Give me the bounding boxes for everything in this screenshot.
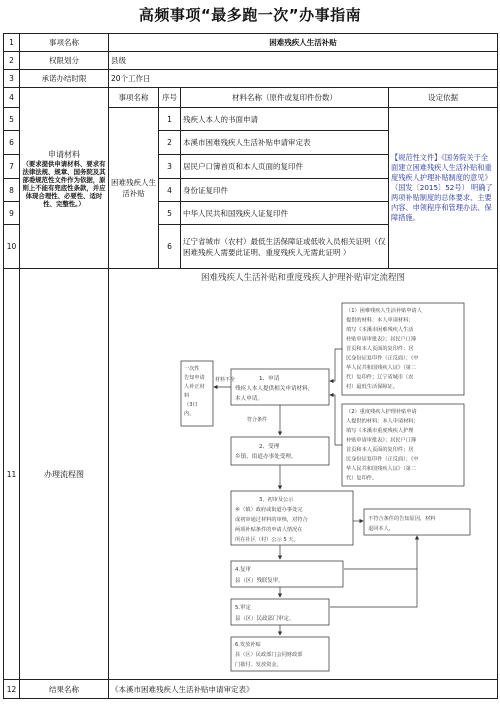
page-title: 高频事项“最多跑一次”办事指南 [138, 6, 362, 24]
material-seq: 3 [159, 155, 181, 179]
row-number: 2 [4, 52, 20, 70]
authority-value: 县级 [109, 52, 498, 70]
materials-note: （要求提供申请材料、要求有法律法规、规章、国务院及其部委规范性文件作为依据，原则上不能有兜底性条款，并应体现合理性、必要性、适时性、完整性。） [22, 159, 106, 208]
step-review-publicize-text: 3、初审及公示 乡（镇）政府或街道办事处完 成初审通过材料的审核，对符合 两项补贴条件的申请人情况在 所在社区（村）公示 5 天。 [235, 497, 308, 543]
material-name: 辽宁省城市（农村）最低生活保障证或低收入员相关证明（仅困难残疾人需要此证明、重度残疾人无需此证明 ） [181, 225, 389, 269]
row-result-name [4, 680, 498, 699]
flowchart-label: 办理流程图 [20, 269, 109, 680]
step-accept-text: 2、受理 乡镇、街道办事处受理。 [235, 444, 297, 460]
arrow-materials-2 [330, 395, 342, 445]
step-apply-text: 1、申请 残疾人本人提供相关申请材料， 本人申请。 [235, 376, 314, 402]
arrow-materials-1 [330, 349, 342, 381]
material-name: 本溪市困难残疾人生活补贴申请审定表 [181, 131, 389, 155]
meets-conditions-label: 符合条件 [247, 417, 268, 423]
material-incomplete-label: 材料不全 [215, 377, 236, 383]
flowchart-cell [109, 269, 498, 680]
time-limit-value: 20个工作日 [109, 70, 498, 88]
guide-table [3, 33, 498, 699]
required-materials-text-2: （2）重度残疾人护理补贴申请 人提供的材料：本人申请材料； 填写《本溪市重度残疾人护理 补贴申请审批表》；居民户口簿 首页和本人页面的复印件；居 民身份证复印件（正反面）；《中 华人民共和国残疾人证》（第二 代）复印件。 [346, 409, 419, 482]
row-number: 6 [4, 131, 20, 155]
arrow-review-to-not-eligible [344, 536, 417, 569]
basis-text: 【规范性文件】《国务院关于全面建立困难残疾人生活补贴和重度残疾人护理补贴制度的意见》（国发〔2015〕52号） 明确了两项补贴制度的总体要求、主要内容、申领程序和管理办法、保障措施。 [389, 108, 498, 269]
header-seq: 序号 [159, 88, 181, 108]
row-number: 7 [4, 155, 20, 179]
flowchart-diagram [109, 269, 497, 677]
material-seq: 5 [159, 202, 181, 225]
row-item-name [4, 34, 498, 52]
row-number: 11 [4, 269, 20, 680]
row-number: 12 [4, 680, 20, 699]
step-disburse-text: 6.发放补贴 县（区）民政部门会同财政部 门拨付、发放资金。 [235, 642, 303, 668]
row-number: 8 [4, 179, 20, 202]
row-number: 4 [4, 88, 20, 108]
row-time-limit [4, 70, 498, 88]
result-name-label: 结果名称 [20, 680, 109, 699]
header-basis: 设定依据 [389, 88, 498, 108]
materials-label-cell [20, 88, 109, 269]
material-name: 残疾人本人的书面申请 [181, 108, 389, 131]
step-approve-text: 5.审定 县（区）民政部门审定。 [235, 605, 295, 622]
step-accept-box [231, 437, 329, 465]
material-seq: 2 [159, 131, 181, 155]
materials-label: 申请材料 [48, 149, 80, 159]
step-recheck-text: 4.复审 县（区）残联复审。 [235, 567, 284, 584]
notify-supplement-text: 一次性 告知申请 人补正材 料 （3日 内。 [184, 366, 205, 417]
material-seq: 1 [159, 108, 181, 131]
row-flowchart [4, 269, 498, 680]
material-item-name: 困难残疾人生活补贴 [109, 108, 159, 269]
material-seq: 4 [159, 179, 181, 202]
not-eligible-text: 不符合条件的告知原因，材料 退回本人。 [368, 516, 436, 532]
material-name: 中华人民共和国残疾人证复印件 [181, 202, 389, 225]
required-materials-box-2 [342, 404, 464, 486]
item-name-label: 事项名称 [20, 34, 109, 52]
row-authority [4, 52, 498, 70]
material-name: 身份证复印件 [181, 179, 389, 202]
header-material: 材料名称（原件或复印件份数） [181, 88, 389, 108]
authority-label: 权限划分 [20, 52, 109, 70]
flowchart-title: 困难残疾人生活补贴和重度残疾人护理补贴审定流程图 [200, 273, 406, 283]
row-material-header [4, 88, 498, 108]
row-number: 5 [4, 108, 20, 131]
result-name-value: 《本溪市困难残疾人生活补贴申请审定表》 [109, 680, 498, 699]
header-item-name: 事项名称 [109, 88, 159, 108]
time-limit-label: 承诺办结时限 [20, 70, 109, 88]
material-name: 居民户口簿首页和本人页面的复印件 [181, 155, 389, 179]
row-number: 3 [4, 70, 20, 88]
item-name-value: 困难残疾人生活补贴 [109, 34, 498, 52]
row-number: 9 [4, 202, 20, 225]
row-number: 1 [4, 34, 20, 52]
required-materials-text-1: （1）困难残疾人生活补贴申请人 提供的材料：本人申请材料； 填写《本溪市困难残疾人生活 补贴申请审批表》；居民户口簿 首页和本人页面的复印件；居 民身份证复印件（正反面）；《中 华人民共和国残疾人证》（第二 代）复印件；辽宁省城市（农 村）最低生活保障证。 [346, 308, 422, 390]
material-seq: 6 [159, 225, 181, 269]
row-number: 10 [4, 225, 20, 269]
